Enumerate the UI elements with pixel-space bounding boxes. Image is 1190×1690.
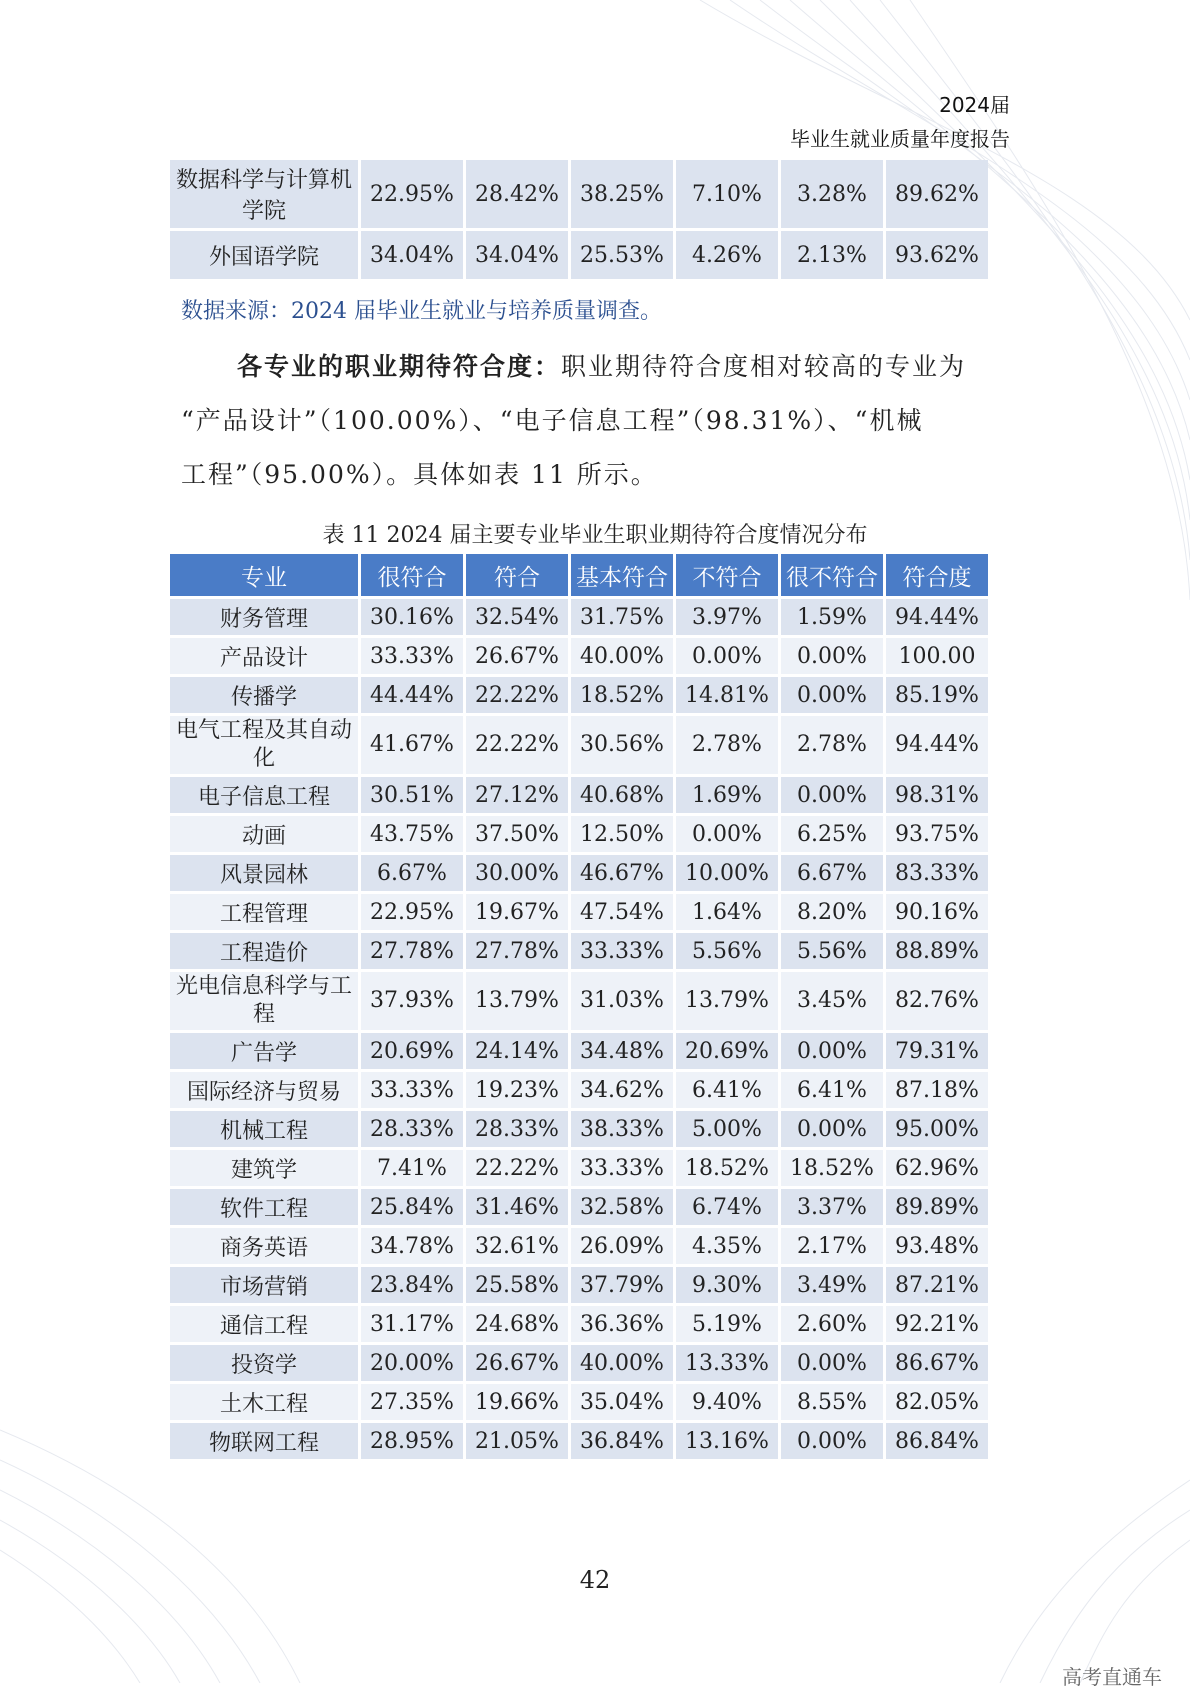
table-cell: 34.78% [361,1228,463,1264]
table-cell: 32.54% [466,599,568,635]
table-cell: 22.22% [466,677,568,713]
major-name-cell: 土木工程 [170,1384,358,1420]
table-cell: 0.00% [781,677,883,713]
table-cell: 3.97% [676,599,778,635]
table-cell: 0.00% [781,1111,883,1147]
table-cell: 3.45% [781,972,883,1030]
table-cell: 94.44% [886,599,988,635]
table-cell: 30.16% [361,599,463,635]
table-row [170,1228,988,1264]
table-cell: 6.67% [781,855,883,891]
table-cell: 20.00% [361,1345,463,1381]
table-row [170,1384,988,1420]
table-cell: 20.69% [676,1033,778,1069]
table-cell: 47.54% [571,894,673,930]
table-cell: 85.19% [886,677,988,713]
table-cell: 28.33% [466,1111,568,1147]
table-cell: 6.41% [781,1072,883,1108]
table-cell: 9.40% [676,1384,778,1420]
table-cell: 38.25% [571,160,673,228]
table-cell: 33.33% [571,1150,673,1186]
table-cell: 93.75% [886,816,988,852]
table-cell: 100.00 [886,638,988,674]
major-name-cell: 机械工程 [170,1111,358,1147]
table-cell: 34.48% [571,1033,673,1069]
table-cell: 82.05% [886,1384,988,1420]
table-cell: 2.17% [781,1228,883,1264]
major-name-cell: 广告学 [170,1033,358,1069]
table-cell: 41.67% [361,716,463,774]
table-cell: 23.84% [361,1267,463,1303]
table-row [170,1423,988,1459]
major-name-cell: 财务管理 [170,599,358,635]
table-cell: 31.03% [571,972,673,1030]
paragraph-line3: 工程”（95.00%）。具体如表 11 所示。 [181,460,658,489]
table-cell: 0.00% [781,638,883,674]
table-cell: 92.21% [886,1306,988,1342]
table-cell: 83.33% [886,855,988,891]
table-row [170,855,988,891]
major-name-cell: 工程管理 [170,894,358,930]
table-row [170,1111,988,1147]
table-cell: 19.66% [466,1384,568,1420]
table-cell: 28.95% [361,1423,463,1459]
table-row [170,1033,988,1069]
table-cell: 5.19% [676,1306,778,1342]
table-cell: 0.00% [676,816,778,852]
table-cell: 5.00% [676,1111,778,1147]
table-cell: 30.56% [571,716,673,774]
table-cell: 7.10% [676,160,778,228]
table-cell: 32.61% [466,1228,568,1264]
table-cell: 4.26% [676,231,778,279]
table-cell: 27.35% [361,1384,463,1420]
major-name-cell: 风景园林 [170,855,358,891]
major-name-cell: 建筑学 [170,1150,358,1186]
table-header-row [170,554,988,596]
table-cell: 12.50% [571,816,673,852]
table-row [170,599,988,635]
table-row [170,1072,988,1108]
college-name-cell: 外国语学院 [170,231,358,279]
table-cell: 8.55% [781,1384,883,1420]
table-cell: 18.52% [676,1150,778,1186]
header-title: 毕业生就业质量年度报告 [790,127,1010,151]
table-cell: 3.37% [781,1189,883,1225]
table-cell: 18.52% [781,1150,883,1186]
table-cell: 37.79% [571,1267,673,1303]
table-cell: 88.89% [886,933,988,969]
column-header: 专业 [170,554,358,596]
major-name-cell: 产品设计 [170,638,358,674]
table-cell: 32.58% [571,1189,673,1225]
table-cell: 22.95% [361,894,463,930]
table-cell: 2.60% [781,1306,883,1342]
paragraph-line1: 职业期待符合度相对较高的专业为 [561,352,967,381]
table-row [170,1150,988,1186]
table-cell: 2.78% [676,716,778,774]
table-cell: 5.56% [676,933,778,969]
table-cell: 34.04% [361,231,463,279]
table-cell: 10.00% [676,855,778,891]
table-cell: 6.67% [361,855,463,891]
table-cell: 0.00% [781,1423,883,1459]
page-number: 42 [579,1566,611,1594]
table-cell: 26.67% [466,638,568,674]
table-cell: 2.13% [781,231,883,279]
table-cell: 40.00% [571,1345,673,1381]
major-name-cell: 国际经济与贸易 [170,1072,358,1108]
major-name-cell: 软件工程 [170,1189,358,1225]
major-name-cell: 商务英语 [170,1228,358,1264]
table-cell: 9.30% [676,1267,778,1303]
major-name-cell: 电子信息工程 [170,777,358,813]
table-cell: 24.14% [466,1033,568,1069]
table-cell: 36.36% [571,1306,673,1342]
table-cell: 6.74% [676,1189,778,1225]
header-year: 2024届 [939,93,1010,117]
column-header: 符合度 [886,554,988,596]
table-cell: 14.81% [676,677,778,713]
table-cell: 33.33% [361,638,463,674]
table-cell: 89.62% [886,160,988,228]
table-cell: 95.00% [886,1111,988,1147]
table-cell: 89.89% [886,1189,988,1225]
table-cell: 7.41% [361,1150,463,1186]
table-row [170,677,988,713]
body-paragraph [181,340,1009,502]
table-cell: 6.25% [781,816,883,852]
table-cell: 35.04% [571,1384,673,1420]
table-cell: 19.67% [466,894,568,930]
major-name-cell: 电气工程及其自动化 [170,716,358,774]
major-name-cell: 动画 [170,816,358,852]
table-row [170,1306,988,1342]
table-cell: 25.58% [466,1267,568,1303]
table-cell: 13.33% [676,1345,778,1381]
table-cell: 13.79% [676,972,778,1030]
continued-college-table [167,157,991,282]
column-header: 基本符合 [571,554,673,596]
column-header: 很不符合 [781,554,883,596]
table-cell: 28.42% [466,160,568,228]
major-name-cell: 市场营销 [170,1267,358,1303]
table-cell: 2.78% [781,716,883,774]
table-cell: 82.76% [886,972,988,1030]
table-cell: 38.33% [571,1111,673,1147]
major-name-cell: 工程造价 [170,933,358,969]
table-cell: 33.33% [571,933,673,969]
table-cell: 86.67% [886,1345,988,1381]
table-row [170,638,988,674]
table-cell: 79.31% [886,1033,988,1069]
table-cell: 1.69% [676,777,778,813]
table-cell: 94.44% [886,716,988,774]
table-cell: 26.67% [466,1345,568,1381]
table-cell: 13.79% [466,972,568,1030]
table-cell: 62.96% [886,1150,988,1186]
table-cell: 31.46% [466,1189,568,1225]
table-cell: 25.84% [361,1189,463,1225]
table-cell: 31.17% [361,1306,463,1342]
report-header [790,88,1010,156]
table-cell: 20.69% [361,1033,463,1069]
table-cell: 43.75% [361,816,463,852]
table-cell: 3.28% [781,160,883,228]
table-cell: 93.62% [886,231,988,279]
table-cell: 22.22% [466,1150,568,1186]
table-row [170,1189,988,1225]
table-cell: 3.49% [781,1267,883,1303]
table-cell: 40.00% [571,638,673,674]
table-row [170,160,988,228]
table-cell: 37.50% [466,816,568,852]
table-cell: 90.16% [886,894,988,930]
table-cell: 8.20% [781,894,883,930]
table-cell: 25.53% [571,231,673,279]
table-cell: 6.41% [676,1072,778,1108]
table-cell: 87.21% [886,1267,988,1303]
table-cell: 26.09% [571,1228,673,1264]
table-cell: 34.62% [571,1072,673,1108]
table-row [170,231,988,279]
column-header: 不符合 [676,554,778,596]
table-cell: 22.22% [466,716,568,774]
table-cell: 0.00% [781,1033,883,1069]
table-cell: 0.00% [781,777,883,813]
major-career-expectation-table [167,551,991,1462]
table-cell: 19.23% [466,1072,568,1108]
table-cell: 4.35% [676,1228,778,1264]
table-cell: 30.00% [466,855,568,891]
major-name-cell: 通信工程 [170,1306,358,1342]
table-cell: 22.95% [361,160,463,228]
table-caption: 表 11 2024 届主要专业毕业生职业期待符合度情况分布 [322,523,868,548]
table-cell: 87.18% [886,1072,988,1108]
table-row [170,816,988,852]
data-source-note: 数据来源：2024 届毕业生就业与培养质量调查。 [181,299,662,324]
table-cell: 31.75% [571,599,673,635]
table-row [170,972,988,1030]
table-cell: 27.78% [466,933,568,969]
table-cell: 36.84% [571,1423,673,1459]
major-name-cell: 物联网工程 [170,1423,358,1459]
table-cell: 44.44% [361,677,463,713]
major-name-cell: 光电信息科学与工程 [170,972,358,1030]
table-cell: 18.52% [571,677,673,713]
table-body [170,599,988,1459]
paragraph-bold-lead: 各专业的职业期待符合度： [237,352,562,381]
college-name-cell: 数据科学与计算机学院 [170,160,358,228]
table-cell: 28.33% [361,1111,463,1147]
paragraph-line2: “产品设计”（100.00%）、“电子信息工程”（98.31%）、“机械 [181,406,924,435]
table-cell: 13.16% [676,1423,778,1459]
table-row [170,1345,988,1381]
table-cell: 0.00% [781,1345,883,1381]
table-cell: 21.05% [466,1423,568,1459]
table-cell: 40.68% [571,777,673,813]
table-row [170,933,988,969]
column-header: 很符合 [361,554,463,596]
table-cell: 93.48% [886,1228,988,1264]
table-cell: 30.51% [361,777,463,813]
table-cell: 1.64% [676,894,778,930]
table-cell: 1.59% [781,599,883,635]
table-cell: 27.12% [466,777,568,813]
major-name-cell: 传播学 [170,677,358,713]
table-cell: 34.04% [466,231,568,279]
watermark-text: 高考直通车 [1062,1665,1162,1689]
column-header: 符合 [466,554,568,596]
table-cell: 27.78% [361,933,463,969]
table-row [170,777,988,813]
table-row [170,716,988,774]
table-cell: 46.67% [571,855,673,891]
table-cell: 98.31% [886,777,988,813]
table-cell: 37.93% [361,972,463,1030]
major-name-cell: 投资学 [170,1345,358,1381]
table-cell: 33.33% [361,1072,463,1108]
table-row [170,894,988,930]
table-cell: 86.84% [886,1423,988,1459]
table-row [170,1267,988,1303]
table-cell: 5.56% [781,933,883,969]
table-cell: 0.00% [676,638,778,674]
table-cell: 24.68% [466,1306,568,1342]
